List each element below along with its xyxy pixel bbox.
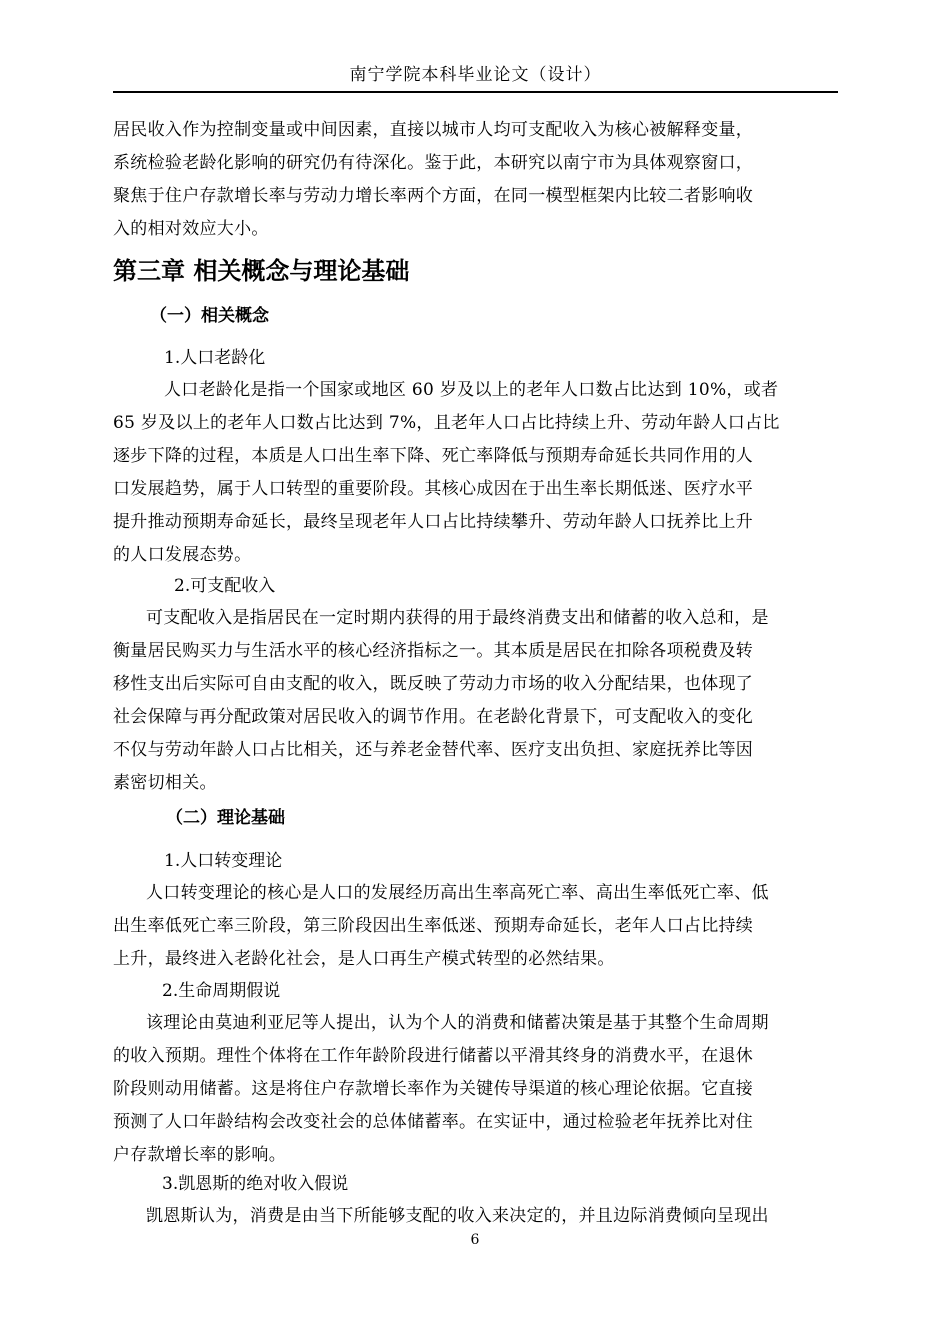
paragraph-line: 阶段则动用储蓄。这是将住户存款增长率作为关键传导渠道的核心理论依据。它直接 <box>113 1079 754 1099</box>
paragraph-line: 衡量居民购买力与生活水平的核心经济指标之一。其本质是居民在扣除各项税费及转 <box>113 641 754 661</box>
paragraph-line: 可支配收入是指居民在一定时期内获得的用于最终消费支出和储蓄的收入总和，是 <box>146 608 769 628</box>
paragraph-line: 人口转变理论的核心是人口的发展经历高出生率高死亡率、高出生率低死亡率、低 <box>146 883 769 903</box>
paragraph-line: 的收入预期。理性个体将在工作年龄阶段进行储蓄以平滑其终身的消费水平，在退休 <box>113 1046 754 1066</box>
header-title: 南宁学院本科毕业论文（设计） <box>349 65 602 85</box>
paragraph-line: 出生率低死亡率三阶段，第三阶段因出生率低迷、预期寿命延长，老年人口占比持续 <box>113 916 754 936</box>
paragraph-line: 65 岁及以上的老年人口数占比达到 7%，且老年人口占比持续上升、劳动年龄人口占比 <box>113 413 780 433</box>
paragraph-line: 户存款增长率的影响。 <box>113 1145 286 1165</box>
paragraph-line: 的人口发展态势。 <box>113 545 252 565</box>
paragraph-line: 不仅与劳动年龄人口占比相关，还与养老金替代率、医疗支出负担、家庭抚养比等因 <box>113 740 754 760</box>
page-number: 6 <box>470 1232 480 1248</box>
subsection-title: 1.人口老龄化 <box>164 348 266 368</box>
subsection-title: 3.凯恩斯的绝对收入假说 <box>162 1174 349 1194</box>
section-title: （一）相关概念 <box>150 306 269 326</box>
paragraph-line: 社会保障与再分配政策对居民收入的调节作用。在老龄化背景下，可支配收入的变化 <box>113 707 754 727</box>
paragraph-line: 素密切相关。 <box>113 773 217 793</box>
paragraph-line: 上升，最终进入老龄化社会，是人口再生产模式转型的必然结果。 <box>113 949 615 969</box>
paragraph-line: 口发展趋势，属于人口转型的重要阶段。其核心成因在于出生率长期低迷、医疗水平 <box>113 479 754 499</box>
intro-line: 入的相对效应大小。 <box>113 219 269 239</box>
section-title: （二）理论基础 <box>166 808 285 828</box>
subsection-title: 2.可支配收入 <box>174 576 276 596</box>
subsection-title: 1.人口转变理论 <box>164 851 283 871</box>
chapter-title: 第三章 相关概念与理论基础 <box>113 257 410 285</box>
paragraph-line: 移性支出后实际可自由支配的收入，既反映了劳动力市场的收入分配结果，也体现了 <box>113 674 754 694</box>
subsection-title: 2.生命周期假说 <box>162 981 281 1001</box>
header-rule <box>113 91 838 93</box>
paragraph-line: 该理论由莫迪利亚尼等人提出，认为个人的消费和储蓄决策是基于其整个生命周期 <box>146 1013 769 1033</box>
paragraph-line: 提升推动预期寿命延长，最终呈现老年人口占比持续攀升、劳动年龄人口抚养比上升 <box>113 512 754 532</box>
paragraph-line: 人口老龄化是指一个国家或地区 60 岁及以上的老年人口数占比达到 10%，或者 <box>164 380 779 400</box>
paragraph-line: 预测了人口年龄结构会改变社会的总体储蓄率。在实证中，通过检验老年抚养比对住 <box>113 1112 754 1132</box>
intro-line: 系统检验老龄化影响的研究仍有待深化。鉴于此，本研究以南宁市为具体观察窗口， <box>113 153 754 173</box>
paragraph-line: 逐步下降的过程，本质是人口出生率下降、死亡率降低与预期寿命延长共同作用的人 <box>113 446 754 466</box>
intro-line: 居民收入作为控制变量或中间因素，直接以城市人均可支配收入为核心被解释变量， <box>113 120 754 140</box>
paragraph-line: 凯恩斯认为，消费是由当下所能够支配的收入来决定的，并且边际消费倾向呈现出 <box>146 1206 769 1226</box>
intro-line: 聚焦于住户存款增长率与劳动力增长率两个方面，在同一模型框架内比较二者影响收 <box>113 186 754 206</box>
